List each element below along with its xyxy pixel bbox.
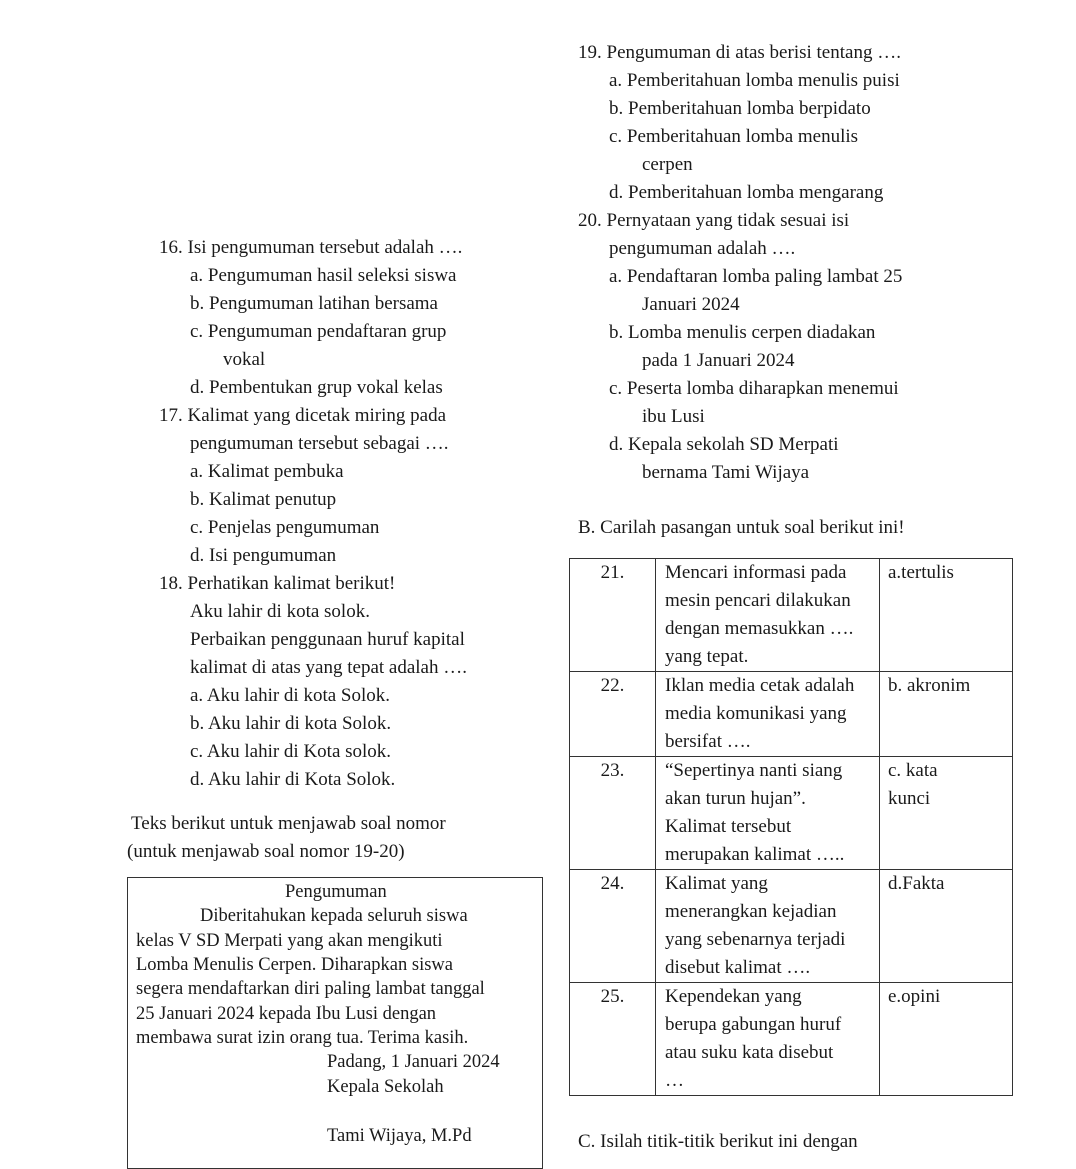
q17-option-a: a. Kalimat pembuka — [190, 461, 344, 482]
row-number: 22. — [570, 672, 656, 757]
q18-sentence: Aku lahir di kota solok. — [190, 601, 370, 622]
row-number: 21. — [570, 559, 656, 672]
q20-option-c: c. Peserta lomba diharapkan menemui — [609, 378, 899, 399]
q19-option-b: b. Pemberitahuan lomba berpidato — [609, 98, 871, 119]
table-row — [570, 870, 1013, 983]
q18-option-c: c. Aku lahir di Kota solok. — [190, 741, 392, 762]
q20-option-a: a. Pendaftaran lomba paling lambat 25 — [609, 266, 903, 287]
intro-line-1: Teks berikut untuk menjawab soal nomor — [131, 813, 446, 834]
announcement-title: Pengumuman — [285, 882, 387, 902]
row-number: 25. — [570, 983, 656, 1096]
q17-stem-cont: pengumuman tersebut sebagai …. — [190, 433, 449, 454]
announcement-line-3: Lomba Menulis Cerpen. Diharapkan siswa — [136, 955, 453, 975]
row-question: Mencari informasi pada mesin pencari dilakukan dengan memasukkan …. yang tepat. — [656, 559, 880, 672]
matching-table — [569, 558, 1013, 1096]
announcement-line-6: membawa surat izin orang tua. Terima kasih. — [136, 1028, 469, 1048]
table-row — [570, 672, 1013, 757]
q20-option-b: b. Lomba menulis cerpen diadakan — [609, 322, 876, 343]
q16-option-b: b. Pengumuman latihan bersama — [190, 293, 438, 314]
q16-option-a: a. Pengumuman hasil seleksi siswa — [190, 265, 457, 286]
row-question: Kependekan yang berupa gabungan huruf atau suku kata disebut … — [656, 983, 880, 1096]
q18-option-d: d. Aku lahir di Kota Solok. — [190, 769, 396, 790]
announcement-line-5: 25 Januari 2024 kepada Ibu Lusi dengan — [136, 1004, 437, 1024]
row-question: Kalimat yang menerangkan kejadian yang sebenarnya terjadi disebut kalimat …. — [656, 870, 880, 983]
q19-option-c: c. Pemberitahuan lomba menulis — [609, 126, 859, 147]
q16-option-d: d. Pembentukan grup vokal kelas — [190, 377, 443, 398]
q20-option-a-cont: Januari 2024 — [642, 294, 740, 315]
q20-stem-cont: pengumuman adalah …. — [609, 238, 796, 259]
q20-option-d-cont: bernama Tami Wijaya — [642, 462, 810, 483]
table-row — [570, 757, 1013, 870]
q17-option-d: d. Isi pengumuman — [190, 545, 337, 566]
row-question: Iklan media cetak adalah media komunikasi yang bersifat …. — [656, 672, 880, 757]
announcement-role: Kepala Sekolah — [327, 1077, 444, 1097]
q19-option-a: a. Pemberitahuan lomba menulis puisi — [609, 70, 900, 91]
q18-instruction-cont: kalimat di atas yang tepat adalah …. — [190, 657, 467, 678]
q20-option-d: d. Kepala sekolah SD Merpati — [609, 434, 839, 455]
row-option: d.Fakta — [880, 870, 1013, 983]
q16-stem: 16. Isi pengumuman tersebut adalah …. — [159, 237, 463, 258]
q19-option-c-cont: cerpen — [642, 154, 693, 175]
announcement-place-date: Padang, 1 Januari 2024 — [327, 1052, 500, 1072]
announcement-line-2: kelas V SD Merpati yang akan mengikuti — [136, 931, 443, 951]
row-question: “Sepertinya nanti siang akan turun hujan”. Kalimat tersebut merupakan kalimat ….. — [656, 757, 880, 870]
intro-line-2: (untuk menjawab soal nomor 19-20) — [127, 841, 405, 862]
q17-option-c: c. Penjelas pengumuman — [190, 517, 380, 538]
q16-option-c-cont: vokal — [223, 349, 266, 370]
q19-stem: 19. Pengumuman di atas berisi tentang …. — [578, 42, 901, 63]
q20-stem: 20. Pernyataan yang tidak sesuai isi — [578, 210, 850, 231]
q18-option-b: b. Aku lahir di kota Solok. — [190, 713, 392, 734]
row-option: a.tertulis — [880, 559, 1013, 672]
q17-stem: 17. Kalimat yang dicetak miring pada — [159, 405, 447, 426]
q16-option-c: c. Pengumuman pendaftaran grup — [190, 321, 447, 342]
q17-option-b: b. Kalimat penutup — [190, 489, 337, 510]
q20-option-c-cont: ibu Lusi — [642, 406, 705, 427]
q18-stem: 18. Perhatikan kalimat berikut! — [159, 573, 396, 594]
announcement-line-1: Diberitahukan kepada seluruh siswa — [200, 906, 468, 926]
table-row — [570, 983, 1013, 1096]
table-row — [570, 559, 1013, 672]
row-number: 23. — [570, 757, 656, 870]
q18-instruction: Perbaikan penggunaan huruf kapital — [190, 629, 465, 650]
q18-option-a: a. Aku lahir di kota Solok. — [190, 685, 391, 706]
row-option: c. kata kunci — [880, 757, 1013, 870]
row-option: b. akronim — [880, 672, 1013, 757]
announcement-line-4: segera mendaftarkan diri paling lambat tanggal — [136, 979, 485, 999]
row-option: e.opini — [880, 983, 1013, 1096]
section-b-heading: B. Carilah pasangan untuk soal berikut ini! — [578, 517, 905, 538]
q19-option-d: d. Pemberitahuan lomba mengarang — [609, 182, 884, 203]
row-number: 24. — [570, 870, 656, 983]
section-c-heading: C. Isilah titik-titik berikut ini dengan — [578, 1131, 858, 1152]
q20-option-b-cont: pada 1 Januari 2024 — [642, 350, 795, 371]
announcement-signer: Tami Wijaya, M.Pd — [327, 1126, 472, 1146]
